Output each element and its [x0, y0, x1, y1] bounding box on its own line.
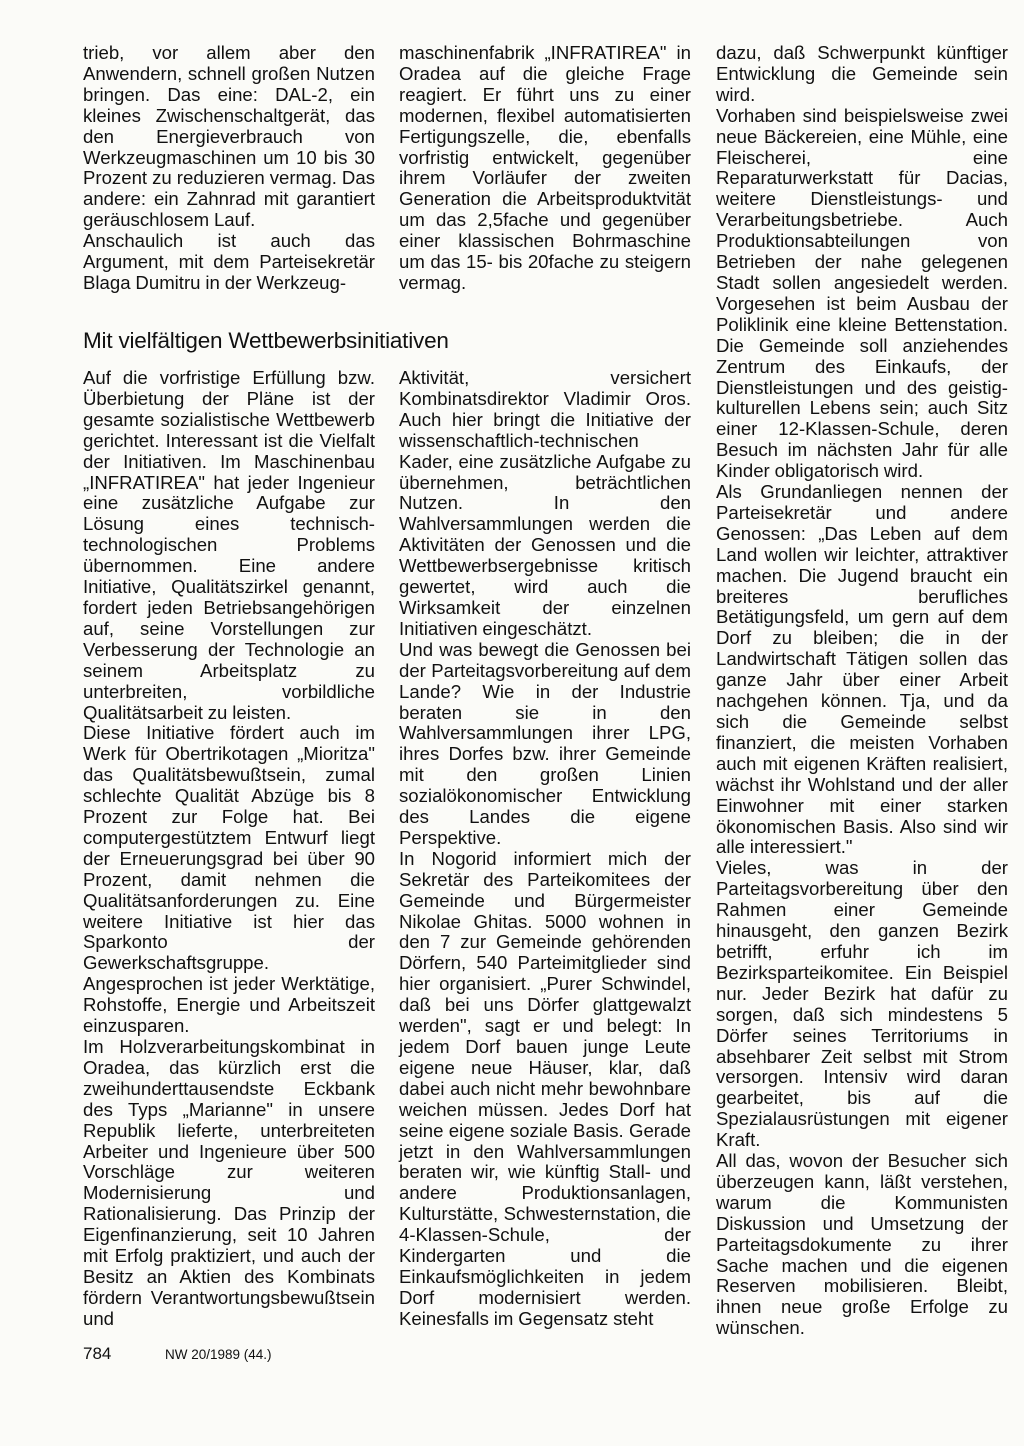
text-column-2-bottom	[399, 368, 691, 1330]
paragraph: Vorhaben sind beispielsweise zwei neue Bäckereien, eine Mühle, eine Fleischerei, eine Reparaturwerkstatt für Dacias, weitere Dienstleistungs- und Verarbeitungsbetriebe. Auch Produktionsabteilungen von Betrieben der nahe gelegenen Stadt sollen angesiedelt werden. Vorgesehen ist beim Ausbau der Poliklinik eine kleine Bettenstation. Die Gemeinde soll anziehendes Zentrum des Einkaufs, der Dienstleistungen und des geistig-kulturellen Lebens sein; auch Sitz einer 12-Klassen-Schule, deren Besuch im nächsten Jahr für alle Kinder obligatorisch wird.	[716, 104, 1008, 482]
section-heading: Mit vielfältigen Wettbewerbsinitiativen	[83, 328, 449, 353]
paragraph: Auf die vorfristige Erfüllung bzw. Überbietung der Pläne ist der gesamte sozialistische Wettbewerb gerichtet. Interessant ist die Vielfalt der Initiativen. Im Maschinenbau „INFRATIREA" hat jeder Ingenieur eine zusätzliche Aufgabe zur Lösung eines technisch-technologischen Problems übernommen. Eine andere Initiative, Qualitätszirkel genannt, fordert jeden Betriebsangehörigen auf, seine Vorstellungen zur Verbesserung der Technologie an seinem Arbeitsplatz zu unterbreiten, vorbildliche Qualitätsarbeit zu leisten.	[83, 367, 375, 723]
page-number: 784	[83, 1344, 112, 1363]
paragraph: Vieles, was in der Parteitagsvorbereitung über den Rahmen einer Gemeinde hinausgeht, den ganzen Bezirk betrifft, erfuhr ich im Bezirksparteikomitee. Ein Beispiel nur. Jeder Bezirk hat dafür zu sorgen, daß sich mindestens 5 Dörfer seines Territoriums in absehbarer Zeit selbst mit Strom versorgen. Intensiv wird daran gearbeitet, bis auf die Spezialausrüstungen mit eigener Kraft.	[716, 857, 1008, 1151]
text-column-1-top	[83, 43, 375, 294]
paragraph: All das, wovon der Besucher sich überzeugen kann, läßt verstehen, warum die Kommunisten Diskussion und Umsetzung der Parteitagsdokumente zu ihrer Sache machen und die eigenen Reserven mobilisieren. Bleibt, ihnen neue große Erfolge zu wünschen.	[716, 1150, 1008, 1339]
paragraph: Im Holzverarbeitungskombinat in Oradea, das kürzlich erst die zweihunderttausendste Eckbank des Typs „Marianne" in unsere Republik lieferte, unterbreiteten Arbeiter und Ingenieure über 500 Vorschläge zur weiteren Modernisierung und Rationalisierung. Das Prinzip der Eigenfinanzierung, seit 10 Jahren mit Erfolg praktiziert, und auch der Besitz an Aktien des Kombinats fördern Verantwortungsbewußtsein und	[83, 1036, 375, 1329]
text-column-2-top	[399, 43, 691, 294]
paragraph: Und was bewegt die Genossen bei der Parteitagsvorbereitung auf dem Lande? Wie in der Industrie beraten sie in den Wahlversammlungen ihrer LPG, ihres Dorfes bzw. ihrer Gemeinde mit den großen Linien sozialökonomischer Entwicklung des Landes die eigene Perspektive.	[399, 638, 691, 848]
text-column-3	[716, 43, 1008, 1339]
paragraph: dazu, daß Schwerpunkt künftiger Entwicklung die Gemeinde sein wird.	[716, 42, 1008, 105]
paragraph: Als Grundanliegen nennen der Parteisekretär und andere Genossen: „Das Leben auf dem Land wollen wir leichter, attraktiver machen. Die Jugend braucht ein breiteres berufliches Betätigungsfeld, um gern auf dem Dorf zu bleiben; die in der Landwirtschaft Tätigen sollen das ganze Jahr über einer Arbeit nachgehen können. Tja, und da sich die Gemeinde selbst finanziert, die meisten Vorhaben auch mit eigenen Kräften realisiert, wächst ihr Wohlstand und der aller Einwohner mit einer starken ökonomischen Basis. Also sind wir alle interessiert."	[716, 481, 1008, 858]
paragraph: Aktivität, versichert Kombinatsdirektor Vladimir Oros. Auch hier bringt die Initiative der wissenschaftlich-technischen Kader, eine zusätzliche Aufgabe zu übernehmen, beträchtlichen Nutzen. In den Wahlversammlungen werden die Aktivitäten der Genossen und die Wettbewerbsergebnisse kritisch gewertet, wird auch die Wirksamkeit der einzelnen Initiativen eingeschätzt.	[399, 367, 691, 639]
paragraph: In Nogorid informiert mich der Sekretär des Parteikomitees der Gemeinde und Bürgermeister Nikolae Ghitas. 5000 wohnen in den 7 zur Gemeinde gehörenden Dörfern, 540 Parteimitglieder sind hier organisiert. „Purer Schwindel, daß bei uns Dörfer glattgewalzt werden", sagt er und belegt: In jedem Dorf bauen junge Leute eigene neue Häuser, klar, daß dabei auch nicht mehr bewohnbare weichen müssen. Jedes Dorf hat seine eigene soziale Basis. Gerade jetzt in den Wahlversammlungen beraten wir, wie künftig Stall- und andere Produktionsanlagen, Kulturstätte, Schwesternstation, die 4-Klassen-Schule, der Kindergarten und die Einkaufsmöglichkeiten in jedem Dorf modernisiert werden. Keinesfalls im Gegensatz steht	[399, 847, 691, 1329]
paragraph: Diese Initiative fördert auch im Werk für Obertrikotagen „Mioritza" das Qualitätsbewußtsein, zumal schlechte Qualität Abzüge bis 8 Prozent zur Folge hat. Bei computergestütztem Entwurf liegt der Erneuerungsgrad bei über 90 Prozent, damit nehmen die Qualitätsanforderungen zu. Eine weitere Initiative ist hier das Sparkonto der Gewerkschaftsgruppe. Angesprochen ist jeder Werktätige, Rohstoffe, Energie und Arbeitszeit einzusparen.	[83, 722, 375, 1037]
paragraph: trieb, vor allem aber den Anwendern, schnell großen Nutzen bringen. Das eine: DAL-2, ein kleines Zwischenschaltgerät, das den Energieverbrauch von Werkzeugmaschinen um 10 bis 30 Prozent zu reduzieren vermag. Das andere: ein Zahnrad mit garantiert geräuschlosem Lauf.	[83, 42, 375, 231]
issue-label: NW 20/1989 (44.)	[165, 1347, 272, 1362]
text-column-1-bottom	[83, 368, 375, 1330]
paragraph: Anschaulich ist auch das Argument, mit dem Parteisekretär Blaga Dumitru in der Werkzeug-	[83, 230, 375, 293]
paragraph: maschinenfabrik „INFRATIREA" in Oradea auf die gleiche Frage reagiert. Er führt uns zu einer modernen, flexibel automatisierten Fertigungszelle, die, ebenfalls vorfristig entwickelt, gegenüber ihrem Vorläufer der zweiten Generation die Arbeitsproduktvität um das 2,5fache und gegenüber einer klassischen Bohrmaschine um das 15- bis 20fache zu steigern vermag.	[399, 42, 691, 293]
